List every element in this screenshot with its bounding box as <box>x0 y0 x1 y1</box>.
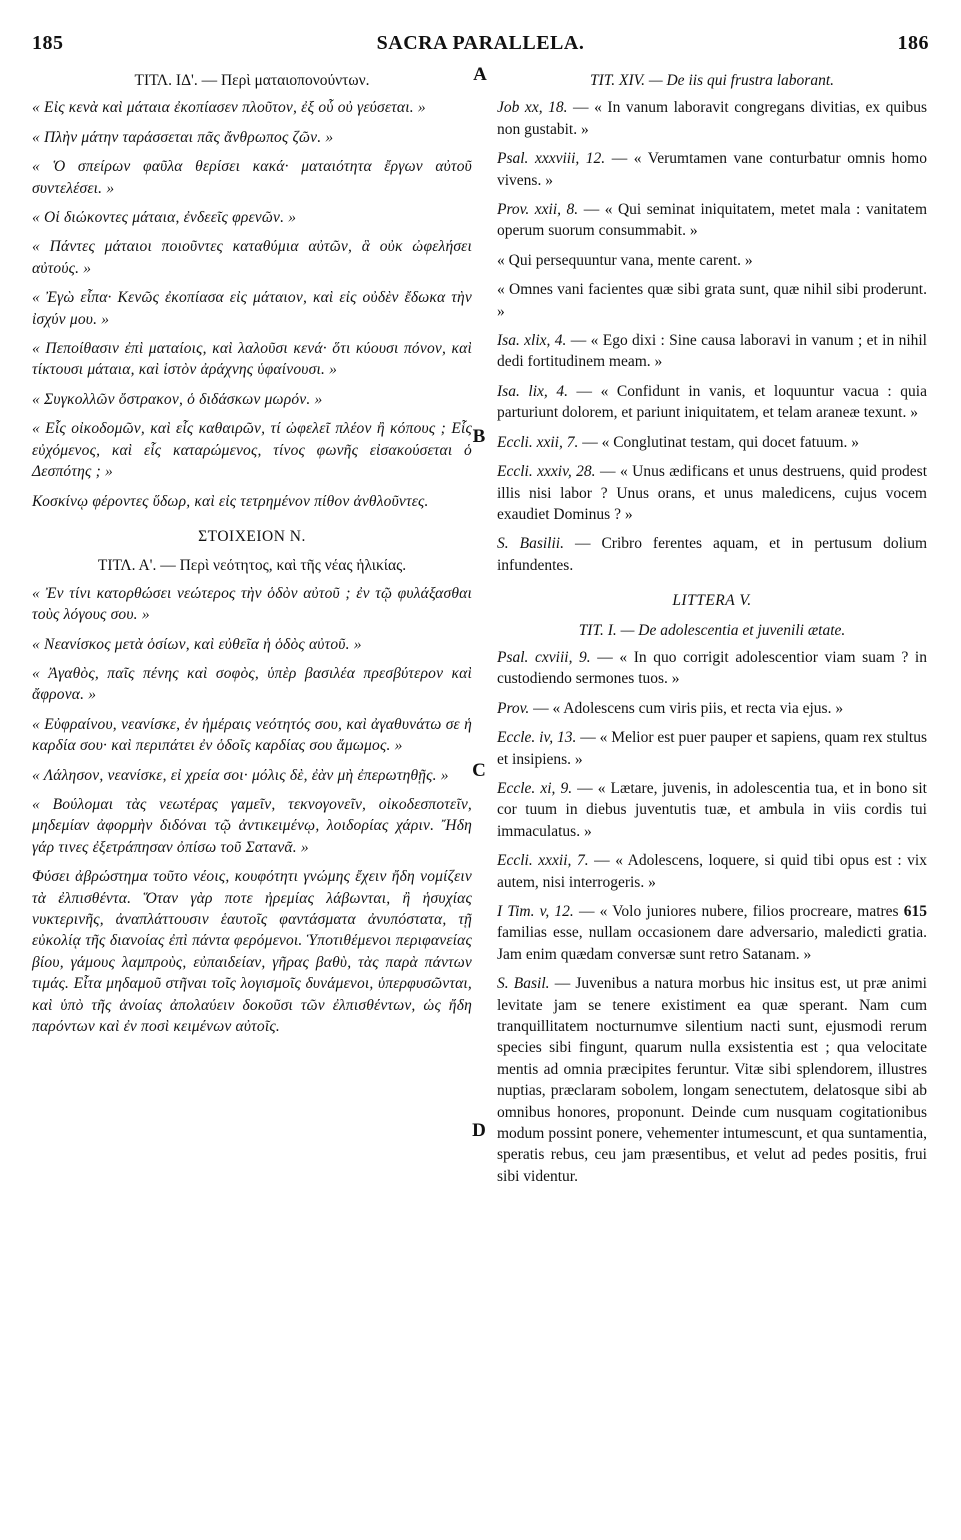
latin-quote <box>497 647 927 690</box>
margin-letter-d: D <box>472 1120 486 1141</box>
quote-text: — « In vanum laboravit congregans divitias, ex quibus non gustabit. » <box>497 99 927 138</box>
quote-text: — « Adolescens, loquere, si quid tibi opus est : vix autem, nisi interrogeris. » <box>497 852 927 891</box>
margin-letter-a: A <box>473 64 487 85</box>
citation: Prov. xxii, 8. <box>497 201 579 219</box>
latin-quote <box>497 727 927 770</box>
greek-quote: « Πλὴν μάτην ταράσσεται πᾶς ἄνθρωπος ζῶν. » <box>32 128 334 146</box>
citation: Eccle. xi, 9. <box>497 779 573 797</box>
page-number-right: 186 <box>897 32 929 54</box>
title-text: TIT. I. — De adolescentia et juvenili ætate. <box>578 621 846 639</box>
greek-quote: « Λάλησον, νεανίσκε, εἰ χρεία σοι· μόλις δὲ, ἐὰν μὴ ἐπερωτηθῇς. » <box>32 766 449 784</box>
greek-quote: Κοσκίνῳ φέροντες ὕδωρ, καὶ εἰς τετρημένον πίθον ἀνθλοῦντες. <box>32 492 429 510</box>
citation: Psal. cxviii, 9. <box>497 648 591 666</box>
citation: Psal. xxxviii, 12. <box>497 150 606 168</box>
quote-text: — « Qui seminat iniquitatem, metet mala : vanitatem operum suorum consummabit. » <box>497 201 927 240</box>
citation: S. Basil. <box>497 975 550 993</box>
quote-text: — « Lætare, juvenis, in adolescentia tua, et in bono sit cor tuum in diebus juventutis tuæ, et ambula in viis cordis tui immaculatus. » <box>497 779 927 840</box>
citation: Eccli. xxii, 7. <box>497 433 579 451</box>
section-heading: ΣΤΟΙΧΕΙΟΝ Ν. <box>198 527 306 545</box>
section-heading: LITTERA V. <box>672 592 752 610</box>
quote-text: — « Conglutinat testam, qui docet fatuum. » <box>578 433 860 451</box>
greek-quote: « Βούλομαι τὰς νεωτέρας γαμεῖν, τεκνογονεῖν, οἰκοδεσποτεῖν, μηδεμίαν ἀφορμὴν διδόναι τῷ ἀντικειμένῳ, λοιδορίας χάριν. Ἤδη γάρ τινες ἐξετράπησαν ὀπίσω τοῦ Σατανᾶ. » <box>32 795 472 856</box>
margin-letter-c: C <box>472 760 486 781</box>
running-title: SACRA PARALLELA. <box>376 32 585 54</box>
quote-text: — « Unus ædificans et unus destruens, quid prodest illis nisi labor ? Unus orans, et unus maledicens, cujus vocem exaudiet Dominus ? » <box>497 463 928 523</box>
column-number: 615 <box>903 903 928 920</box>
greek-quote: « Ὁ σπείρων φαῦλα θερίσει κακά· ματαιότητα ἔργων αὐτοῦ συντελέσει. » <box>32 158 472 197</box>
greek-quote: « Ἐν τίνι κατορθώσει νεώτερος τὴν ὁδὸν αὐτοῦ ; ἐν τῷ φυλάξασθαι τοὺς λόγους σου. » <box>32 584 472 624</box>
citation: Eccle. iv, 13. <box>497 729 577 747</box>
quote-text: — « Confidunt in vanis, et loquuntur vacua : quia parturiunt dolorem, et pariunt iniquitatem, et telam araneæ texunt. » <box>497 382 927 422</box>
latin-quote <box>497 850 927 893</box>
title-text: TIT. XIV. — De iis qui frustra laborant. <box>589 72 834 89</box>
quote-text: familias esse, nullam occasionem dare adversario, maledicti gratia. Jam enim quædam conversæ sunt retro Satanam. » <box>497 924 927 963</box>
greek-quote: « Εἷς οἰκοδομῶν, καὶ εἷς καθαιρῶν, τί ὠφελεῖ πλέον ἢ κόπους ; Εἷς εὐχόμενος, καὶ εἷς καταρώμενος, τίνος φωνῆς εἰσακούσεται ὁ Δεσπότης ; » <box>32 420 472 481</box>
latin-column <box>497 70 927 1500</box>
title-heading <box>497 70 927 91</box>
latin-quote <box>497 381 927 424</box>
greek-quote: « Οἱ διώκοντες μάταια, ἐνδεεῖς φρενῶν. » <box>32 209 297 227</box>
greek-quote: « Ἀγαθὸς, παῖς πένης καὶ σοφὸς, ὑπὲρ βασιλέα πρεσβύτερον καὶ ἄφρονα. » <box>32 664 472 704</box>
latin-quote: « Omnes vani facientes quæ sibi grata sunt, quæ nihil sibi proderunt. » <box>497 281 927 320</box>
citation: Prov. <box>497 699 530 717</box>
greek-quote: « Πεποίθασιν ἐπὶ ματαίοις, καὶ λαλοῦσι κενά· ὅτι κύουσι πόνον, καὶ τίκτουσι μάταια, καὶ ἱστὸν ἀράχνης ὑφαίνουσι. » <box>32 340 472 379</box>
quote-text: — Juvenibus a natura morbus hic insitus est, ut præ animi levitate jam se tenere existiment ea quæ sperant. Nam cum tranquillitatem nocturnumve silentium nacti sunt, ejusmodi rerum species sibi fingunt, quarum nulla exsistentia est ; qua velocitate mentis ad omnia præcipites feruntur. Vitæ sibi splendorem, illustres nuptias, præclaram sobolem, longam senectutem, delatosque sibi ab omnibus honores, proponunt. Deinde cum nusquam cogitationibus modum possint ponere, vehementer intumescunt, et qua suntamentia, speratis rebus, ceu jam præsentibus, et velut ad pedes positis, frui sibi videntur. <box>497 975 927 1185</box>
page-number-left: 185 <box>32 32 64 54</box>
latin-quote <box>497 533 927 576</box>
greek-quote: « Εὐφραίνου, νεανίσκε, ἐν ἡμέραις νεότητός σου, καὶ ἀγαθυνάτω σε ἡ καρδία σου· καὶ περιπάτει ἐν ὁδοῖς καρδίας σου ἄμωμος. » <box>32 715 472 755</box>
citation: S. Basilii. <box>497 535 564 553</box>
quote-text: — « Adolescens cum viris piis, et recta via ejus. » <box>529 699 844 717</box>
latin-quote <box>497 97 927 140</box>
greek-quote: Φύσει ἀβρώστημα τοῦτο νέοις, κουφότητι γνώμης ἔχειν ἤδη νομίζειν τὰ ἐλπισθέντα. Ὅταν γὰρ ποτε ἠρεμίας λάβωνται, ἢ ἡσυχίας νυκτερινῆς, ἀναπλάττουσιν ἑαυτοῖς φαντάσματα ἀνυπόστατα, τῇ εὐκολίᾳ τῆς διανοίας ἐπὶ πάντα φερόμενοι. Ὑποτιθέμενοι περιφανείας βίου, γάμους λαμπροὺς, εὐπαιδείαν, γῆρας βαθὺ, τὰς παρὰ πάντων τιμάς. Εἶτα μηδαμοῦ στῆναι τοῖς λογισμοῖς δυνάμενοι, ὑπερφυσῶνται, καὶ ὑπὸ τῆς ἀνοίας ἀπολαύειν δοκοῦσι τῶν ἐλπισθέντων, ὡς ἤδη παρόντων καὶ ἐν ποσὶ κειμένων αὐτοῖς. <box>32 868 472 1036</box>
latin-quote <box>497 148 927 191</box>
latin-quote <box>497 461 927 525</box>
title-heading: ΤΙΤΛ. ΙΔ'. — Περὶ ματαιοπονούντων. <box>134 72 370 89</box>
title-heading <box>497 620 927 641</box>
greek-quote: « Συγκολλῶν ὄστρακον, ὁ διδάσκων μωρόν. » <box>32 390 323 408</box>
margin-letter-b: B <box>472 426 486 447</box>
latin-quote <box>497 330 927 373</box>
latin-quote <box>497 901 927 965</box>
quote-text: — Cribro ferentes aquam, et in pertusum dolium infundentes. <box>497 535 927 574</box>
greek-quote: « Πάντες μάταιοι ποιοῦντες καταθύμια αὐτῶν, ἃ οὐκ ὠφελήσει αὐτούς. » <box>32 238 472 277</box>
greek-quote: « Εἰς κενὰ καὶ μάταια ἐκοπίασεν πλοῦτον, ἐξ οὗ οὐ γεύσεται. » <box>32 99 426 117</box>
greek-column <box>32 70 472 1500</box>
citation: Job xx, 18. <box>497 99 568 117</box>
citation: Isa. xlix, 4. <box>497 332 567 350</box>
latin-quote <box>497 698 927 719</box>
latin-quote <box>497 973 927 1187</box>
latin-quote: « Qui persequuntur vana, mente carent. » <box>497 251 753 269</box>
latin-quote <box>497 432 927 453</box>
citation: Eccli. xxxii, 7. <box>497 852 589 870</box>
greek-quote: « Νεανίσκος μετὰ ὁσίων, καὶ εὐθεῖα ἡ ὁδὸς αὐτοῦ. » <box>32 635 362 653</box>
quote-text: — « Melior est puer pauper et sapiens, quam rex stultus et insipiens. » <box>497 729 927 768</box>
latin-quote <box>497 778 927 842</box>
latin-quote <box>497 199 927 242</box>
quote-text: — « In quo corrigit adolescentior viam suam ? in custodiendo sermones tuos. » <box>497 648 927 688</box>
quote-text: — « Volo juniores nubere, filios procreare, matres <box>573 903 904 920</box>
quote-text: — « Ego dixi : Sine causa laboravi in vanum ; et in nihil dedi fortitudinem meam. » <box>497 332 927 371</box>
quote-text: — « Verumtamen vane conturbatur omnis homo vivens. » <box>497 150 927 189</box>
citation: Eccli. xxxiv, 28. <box>497 463 596 481</box>
greek-quote: « Ἐγὼ εἶπα· Κενῶς ἐκοπίασα εἰς μάταιον, καὶ εἰς οὐδὲν ἔδωκα τὴν ἰσχύν μου. » <box>32 289 472 328</box>
citation: Isa. lix, 4. <box>497 382 568 400</box>
title-heading: ΤΙΤΛ. Α'. — Περὶ νεότητος, καὶ τῆς νέας ἡλικίας. <box>97 557 407 575</box>
citation: I Tim. v, 12. <box>497 903 574 920</box>
page-header <box>32 32 929 60</box>
